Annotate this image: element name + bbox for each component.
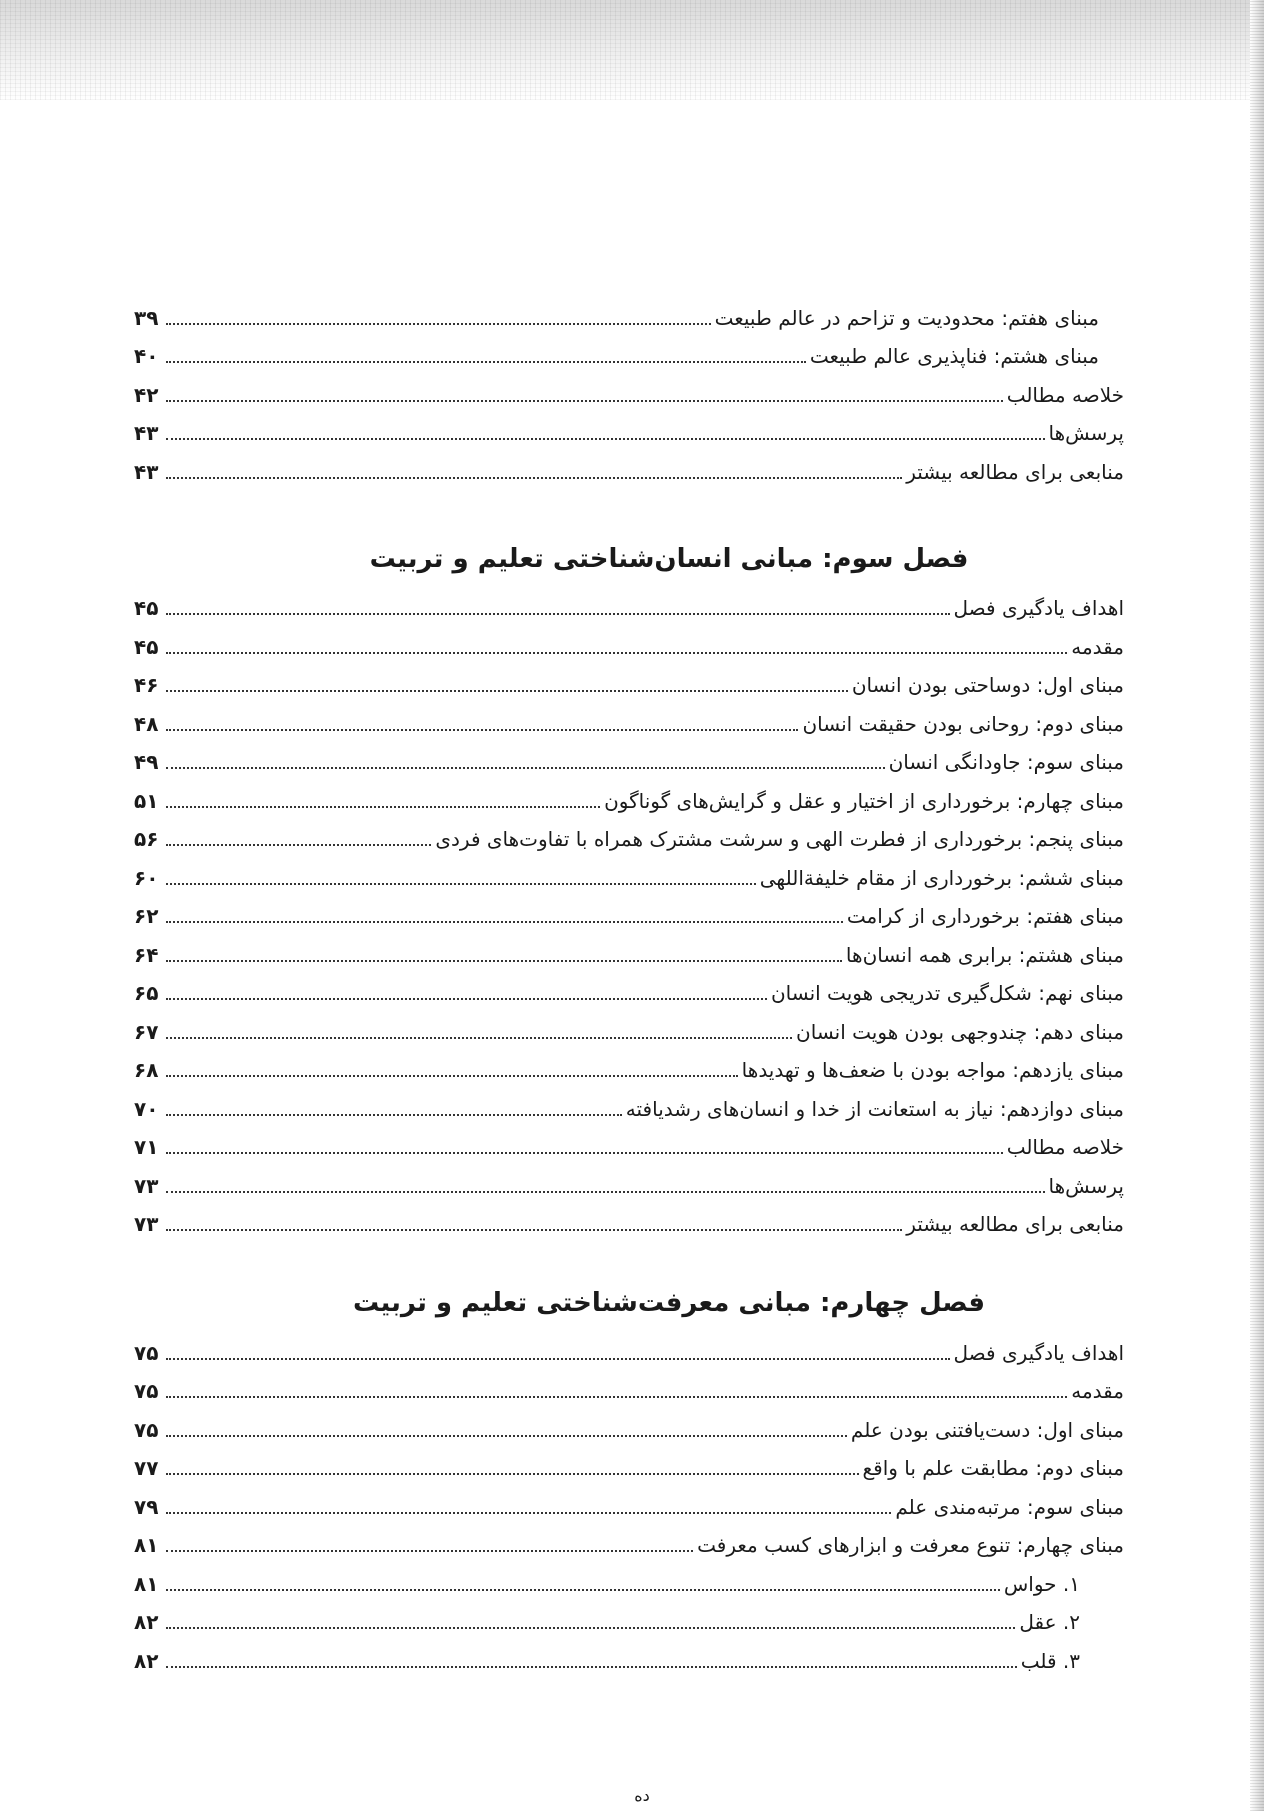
toc-entry-title: مبنای هشتم: برابری همه انسان‌ها (845, 942, 1124, 967)
toc-entry[interactable] (134, 369, 1124, 408)
toc-entry-title: مبنای پنجم: برخورداری از فطرت الهی و سرشت مشترک همراه با تفاوت‌های فردی (435, 827, 1124, 851)
toc-entry-title: منابعی برای مطالعه بیشتر (906, 1212, 1124, 1236)
toc-entry[interactable] (134, 1045, 1124, 1084)
dot-leader (166, 883, 756, 885)
toc-entry-page: ۴۶ (134, 673, 159, 697)
toc-entry[interactable] (134, 621, 1124, 660)
toc-entry[interactable] (134, 775, 1124, 814)
toc-section (134, 292, 1124, 485)
dot-leader (166, 477, 902, 479)
section-spacer (134, 485, 1124, 525)
toc-entry-title: مبنای دوم: روحانی بودن حقیقت انسان (802, 711, 1124, 736)
dot-leader (166, 323, 711, 325)
toc-entry-page: ۵۱ (134, 788, 159, 813)
toc-entry[interactable] (134, 446, 1124, 485)
toc-entry-page: ۸۲ (134, 1610, 159, 1634)
toc-entry-page: ۶۷ (134, 1019, 159, 1044)
dot-leader (166, 921, 843, 923)
toc-entry[interactable] (134, 1160, 1124, 1199)
toc-entry[interactable] (134, 1520, 1124, 1559)
dot-leader (166, 806, 600, 808)
toc-entry-title: پرسش‌ها (1048, 1173, 1124, 1198)
toc-entry-title: مقدمه (1071, 1379, 1124, 1403)
toc-entry-title: مبنای اول: دوساحتی بودن انسان (851, 673, 1124, 697)
dot-leader (166, 1627, 1015, 1629)
toc-entry-title: مبنای دوازدهم: نیاز به استعانت از خدا و انسان‌های رشدیافته (625, 1096, 1124, 1121)
toc-entry-page: ۴۳ (134, 459, 159, 484)
dot-leader (166, 1191, 1045, 1193)
toc-entry-title: مبنای هشتم: فناپذیری عالم طبیعت (809, 344, 1099, 368)
toc-entry-title: مبنای اول: دست‌یافتنی بودن علم (850, 1417, 1124, 1442)
toc-entry-title: خلاصه مطالب (1006, 382, 1124, 407)
toc-entry-title: مبنای هفتم: محدودیت و تزاحم در عالم طبیعت (714, 305, 1099, 330)
toc-entry[interactable] (134, 929, 1124, 968)
toc-entry-title: اهداف یادگیری فصل (953, 596, 1124, 620)
dot-leader (166, 1473, 859, 1475)
toc-entry-page: ۷۰ (134, 1096, 159, 1121)
toc-entry-title: ۳. قلب (1020, 1648, 1080, 1673)
toc-entry-title: مبنای چهارم: برخورداری از اختیار و عقل و گرایش‌های گوناگون (604, 788, 1124, 813)
dot-leader (166, 1666, 1017, 1668)
dot-leader (166, 690, 848, 692)
toc-entry[interactable] (134, 891, 1124, 930)
toc-entry-title: مبنای نهم: شکل‌گیری تدریجی هویت انسان (770, 981, 1124, 1005)
toc-entry[interactable] (134, 968, 1124, 1007)
toc-entry-title: مبنای یازدهم: مواجه بودن با ضعف‌ها و تهدیدها (741, 1058, 1124, 1082)
dot-leader (166, 1037, 792, 1039)
toc-entry[interactable] (134, 1558, 1124, 1597)
toc-entry[interactable] (134, 737, 1124, 776)
toc-entry-title: مبنای سوم: مرتبه‌مندی علم (895, 1494, 1124, 1519)
dot-leader (166, 652, 1067, 654)
toc-section (134, 1237, 1124, 1674)
toc-entry-page: ۷۵ (134, 1340, 159, 1365)
toc-entry-title: خلاصه مطالب (1006, 1135, 1124, 1159)
toc-entry-page: ۴۹ (134, 750, 159, 774)
toc-entry-page: ۶۸ (134, 1058, 159, 1082)
dot-leader (166, 361, 806, 363)
toc-entry-page: ۷۱ (134, 1135, 159, 1159)
toc-entry[interactable] (134, 408, 1124, 447)
dot-leader (166, 1512, 891, 1514)
dot-leader (166, 438, 1045, 440)
toc-entry-page: ۶۰ (134, 865, 159, 890)
toc-entry-page: ۷۳ (134, 1212, 159, 1236)
toc-entry-title: اهداف یادگیری فصل (953, 1340, 1124, 1365)
toc-entry[interactable] (134, 698, 1124, 737)
dot-leader (166, 1589, 1000, 1591)
toc-entry[interactable] (134, 1327, 1124, 1366)
toc-entry-title: ۲. عقل (1019, 1610, 1080, 1634)
toc-entry-page: ۸۱ (134, 1571, 159, 1596)
toc-entry-page: ۴۲ (134, 382, 159, 407)
toc-entry-page: ۶۲ (134, 904, 159, 928)
dot-leader (166, 729, 798, 731)
dot-leader (166, 998, 767, 1000)
dot-leader (166, 1229, 902, 1231)
dot-leader (166, 1550, 693, 1552)
toc-entry-title: مبنای دوم: مطابقت علم با واقع (862, 1456, 1124, 1480)
toc-entry-title: مقدمه (1071, 634, 1124, 659)
toc-entry-title: مبنای چهارم: تنوع معرفت و ابزارهای کسب معرفت (697, 1533, 1124, 1557)
chapter-title: فصل سوم: مبانی انسان‌شناختی تعلیم و تربیت (369, 543, 969, 574)
toc-entry-title: مبنای ششم: برخورداری از مقام خلیفة‌اللهی (759, 865, 1124, 890)
toc-entry-page: ۸۱ (134, 1533, 159, 1557)
toc-entry-page: ۷۹ (134, 1494, 159, 1519)
toc-entry-page: ۳۹ (134, 305, 159, 330)
toc-entry[interactable] (134, 583, 1124, 622)
dot-leader (166, 1075, 738, 1077)
toc-entry[interactable] (134, 1122, 1124, 1161)
toc-entry-page: ۵۶ (134, 827, 159, 851)
toc-entry-title: ۱. حواس (1003, 1571, 1080, 1596)
toc-entry[interactable] (134, 292, 1124, 331)
toc-entry-page: ۷۵ (134, 1417, 159, 1442)
toc-entry-page: ۷۳ (134, 1173, 159, 1198)
toc-entry[interactable] (134, 1443, 1124, 1482)
toc-entry[interactable] (134, 331, 1124, 370)
dot-leader (166, 1114, 622, 1116)
toc-entry[interactable] (134, 1404, 1124, 1443)
page-number: ده (634, 1786, 650, 1805)
toc-entry-page: ۷۷ (134, 1456, 159, 1480)
section-spacer (134, 1237, 1124, 1269)
toc-entry[interactable] (134, 814, 1124, 853)
toc-entry[interactable] (134, 1366, 1124, 1405)
table-of-contents (134, 292, 1124, 1674)
dot-leader (166, 844, 431, 846)
toc-entry[interactable] (134, 660, 1124, 699)
toc-entry-page: ۸۲ (134, 1648, 159, 1673)
toc-section (134, 485, 1124, 1238)
toc-entry-page: ۴۵ (134, 634, 159, 659)
toc-entry-title: منابعی برای مطالعه بیشتر (906, 459, 1124, 484)
toc-entry-page: ۶۵ (134, 981, 159, 1005)
chapter-title: فصل چهارم: مبانی معرفت‌شناختی تعلیم و تربیت (353, 1288, 985, 1318)
toc-entry[interactable] (134, 1635, 1124, 1674)
dot-leader (166, 1358, 950, 1360)
toc-entry-page: ۴۸ (134, 711, 159, 736)
toc-entry-page: ۴۵ (134, 596, 159, 620)
toc-entry-title: مبنای سوم: جاودانگی انسان (888, 750, 1124, 774)
toc-entry-page: ۴۳ (134, 421, 159, 445)
toc-entry-page: ۷۵ (134, 1379, 159, 1403)
dot-leader (166, 960, 842, 962)
dot-leader (166, 767, 885, 769)
scan-edge-right (1250, 0, 1264, 1811)
toc-entry[interactable] (134, 1083, 1124, 1122)
toc-entry-title: مبنای هفتم: برخورداری از کرامت (846, 904, 1124, 928)
scan-edge-top (0, 0, 1264, 100)
dot-leader (166, 613, 950, 615)
toc-entry[interactable] (134, 1481, 1124, 1520)
dot-leader (166, 1435, 847, 1437)
toc-entry-page: ۶۴ (134, 942, 159, 967)
toc-entry[interactable] (134, 1199, 1124, 1238)
toc-entry[interactable] (134, 852, 1124, 891)
toc-entry-title: مبنای دهم: چندوجهی بودن هویت انسان (796, 1019, 1124, 1044)
dot-leader (166, 1152, 1003, 1154)
toc-entry[interactable] (134, 1597, 1124, 1636)
toc-entry[interactable] (134, 1006, 1124, 1045)
dot-leader (166, 400, 1003, 402)
toc-entry-page: ۴۰ (134, 344, 159, 368)
dot-leader (166, 1396, 1067, 1398)
toc-entry-title: پرسش‌ها (1048, 421, 1124, 445)
